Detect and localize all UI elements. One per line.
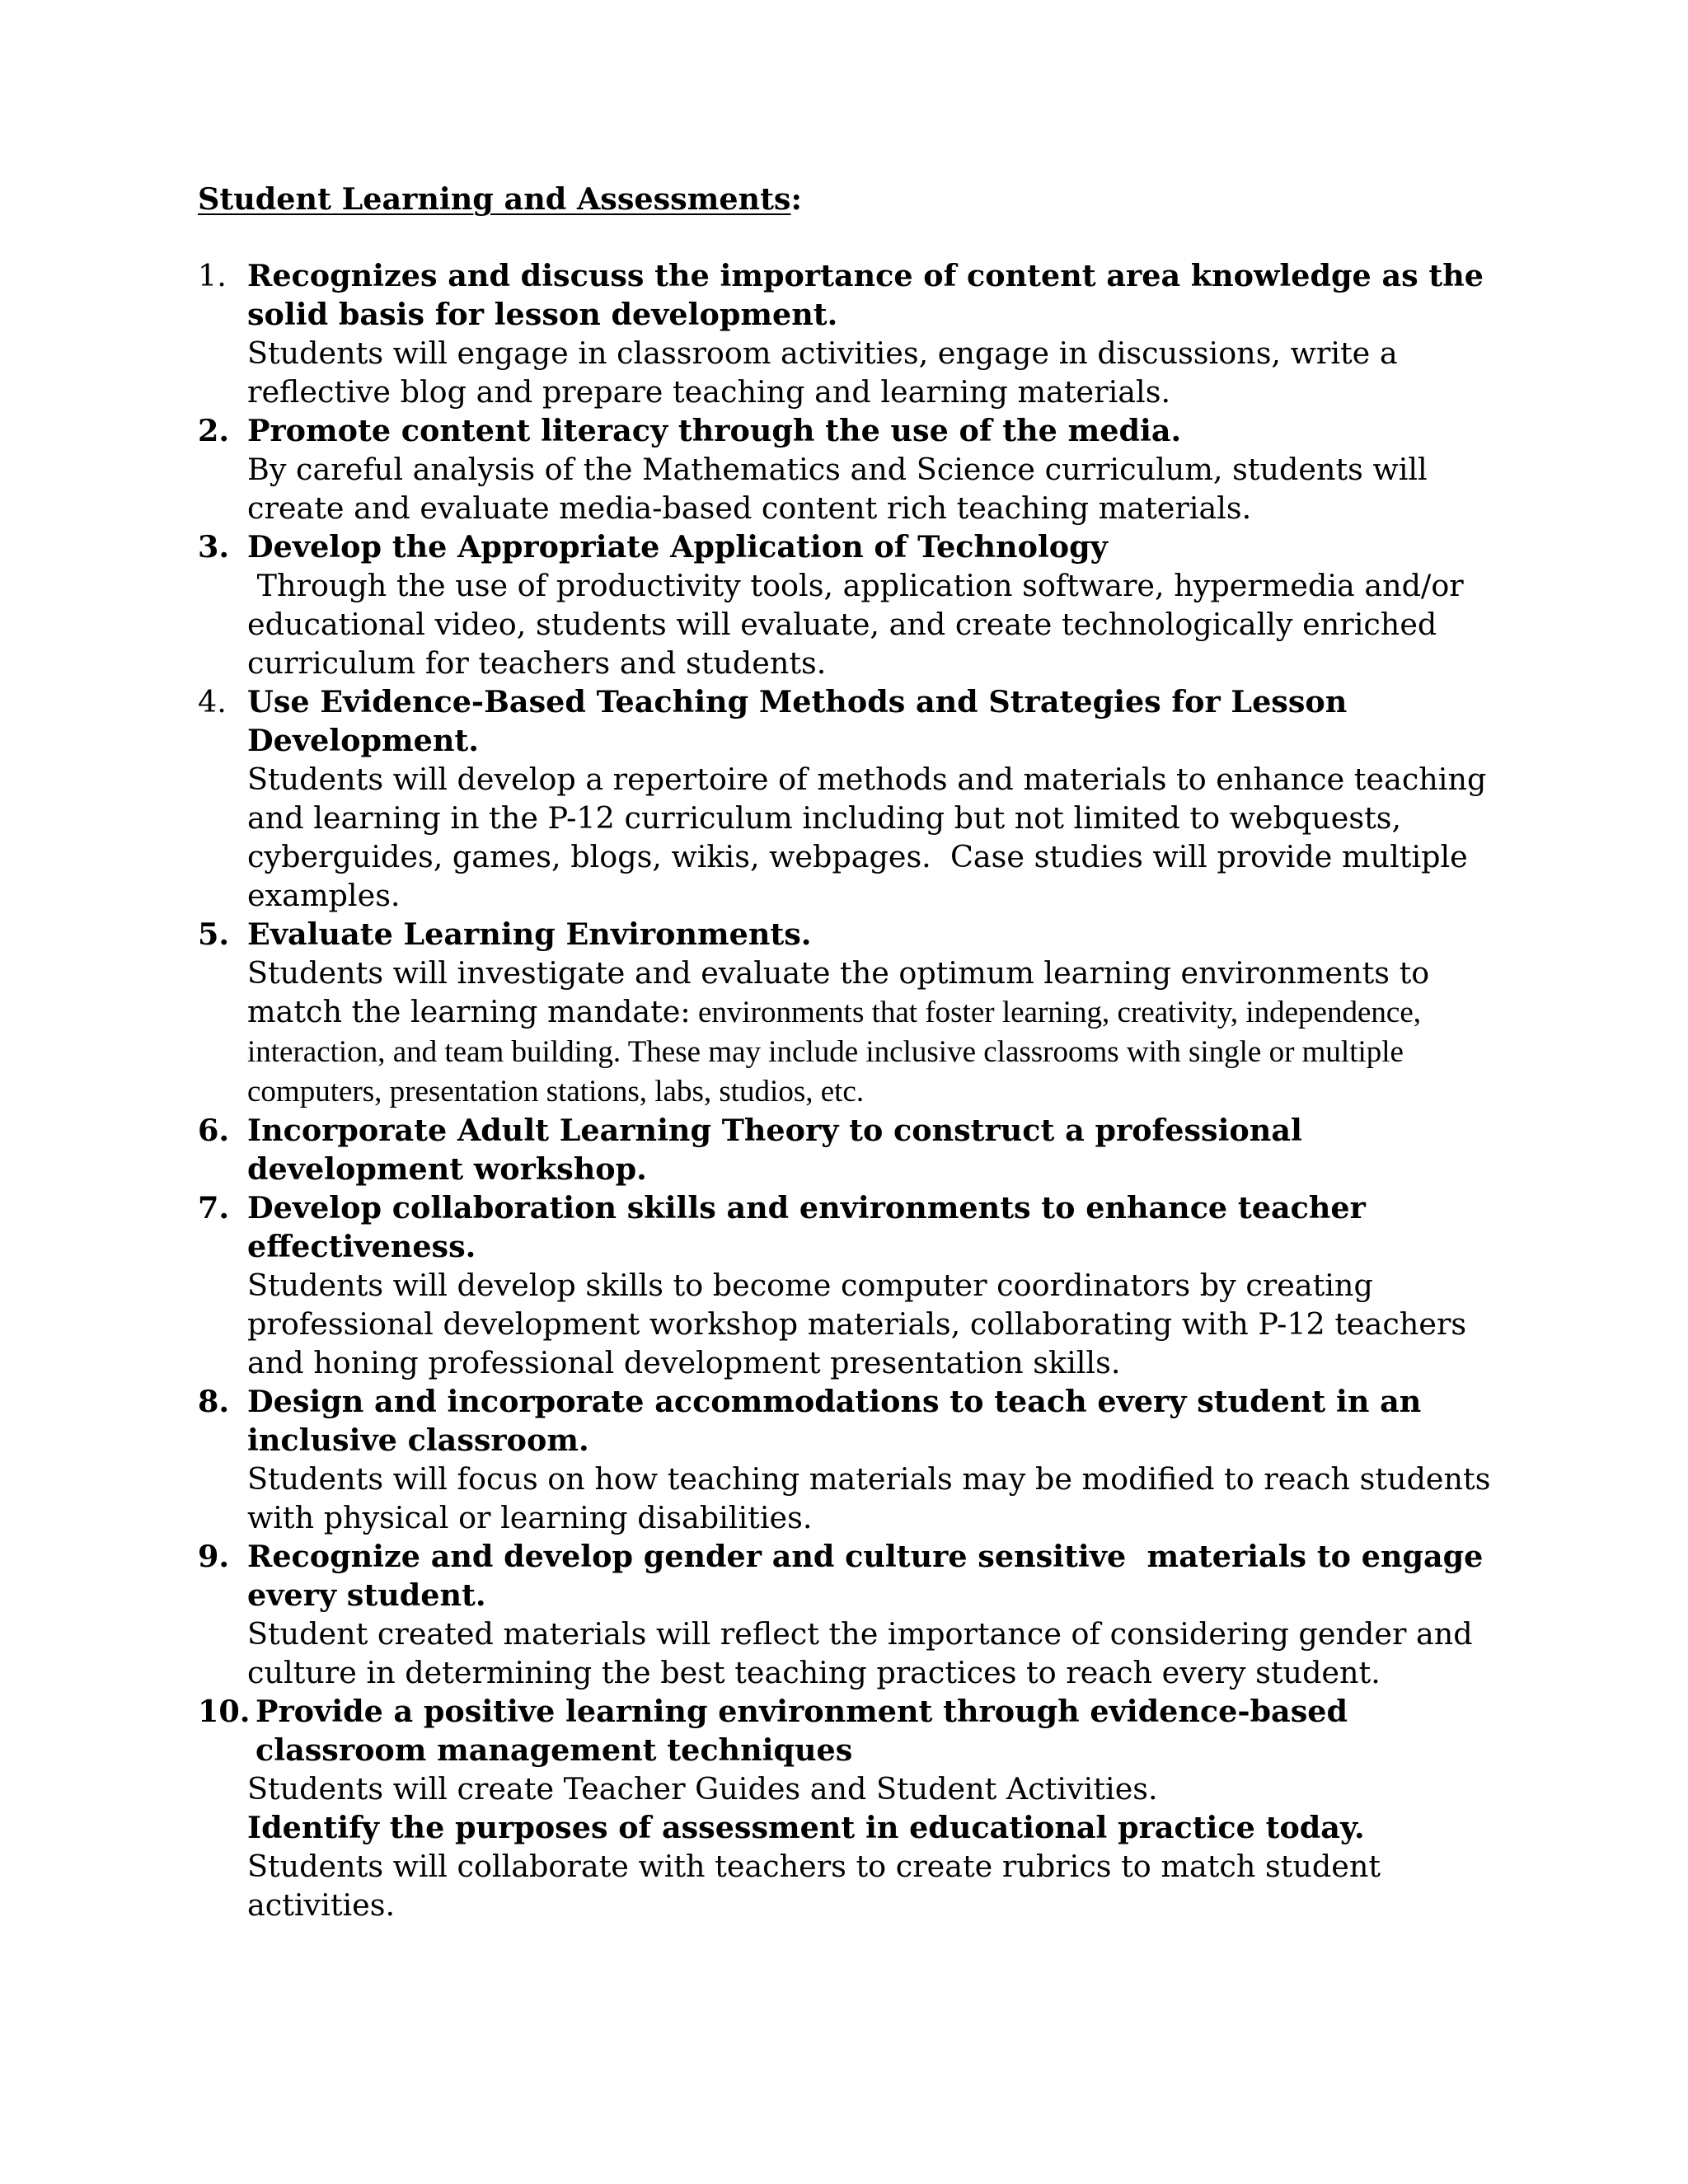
list-item [198,411,1500,527]
list-item [198,256,1500,411]
list-item [198,1692,1500,1924]
item-number: 6. [198,1113,230,1148]
list-item [198,915,1500,1111]
item-title: Develop collaboration skills and environments to enhance teacher effectiveness. [247,1190,1366,1264]
item-title: Provide a positive learning environment through evidence-based classroom management techniques [256,1694,1348,1768]
item-title: Recognizes and discuss the importance of content area knowledge as the solid basis for lesson development. [247,258,1484,332]
item-extra-description: Students will collaborate with teachers to create rubrics to match student activities. [247,1849,1381,1923]
item-title: Promote content literacy through the use of the media. [247,413,1182,448]
item-description [247,954,1500,1111]
section-heading [198,180,1500,218]
item-number: 8. [198,1384,230,1419]
item-number: 1. [198,258,227,293]
item-title: Incorporate Adult Learning Theory to construct a professional development workshop. [247,1113,1302,1187]
item-number: 7. [198,1190,230,1226]
item-number: 4. [198,684,227,719]
item-title: Develop the Appropriate Application of Technology [247,529,1108,565]
item-title: Recognize and develop gender and culture sensitive materials to engage every student. [247,1539,1494,1613]
item-description-continued: environments that foster learning, creativity, independence, interaction, and team building. These may include inclusive classrooms with single or multiple computers, presentation stations, labs, studios, etc. [247,996,1421,1108]
list-item [198,1382,1500,1537]
section-heading-title: Student Learning and Assessments [198,181,791,217]
item-description: Students will create Teacher Guides and Student Activities. [247,1771,1158,1807]
item-number: 10. [198,1694,251,1729]
item-description: Students will develop a repertoire of methods and materials to enhance teaching and learning in the P-12 curriculum including but not limited to webquests, cyberguides, games, blogs, wikis, webpages. Case studies will provide multiple examples. [247,762,1496,913]
item-title: Design and incorporate accommodations to teach every student in an inclusive classroom. [247,1384,1422,1458]
item-description: By careful analysis of the Mathematics and Science curriculum, students will create and evaluate media-based content rich teaching materials. [247,452,1428,526]
item-extra-title: Identify the purposes of assessment in educational practice today. [247,1810,1365,1845]
item-description-main: Students will investigate and evaluate the optimum learning environments to match the learning mandate: [247,955,1430,1029]
item-continuation [247,1769,1500,1924]
item-number: 2. [198,413,230,448]
item-description: Students will focus on how teaching materials may be modified to reach students with physical or learning disabilities. [247,1461,1491,1535]
document-content [198,180,1500,1924]
list-item [198,527,1500,682]
list-item [198,1111,1500,1188]
item-description: Through the use of productivity tools, application software, hypermedia and/or educational video, students will evaluate, and create technologically enriched curriculum for teachers and students. [247,568,1474,681]
item-number: 3. [198,529,230,565]
item-description: Students will engage in classroom activities, engage in discussions, write a reflective blog and prepare teaching and learning materials. [247,335,1398,410]
item-title: Evaluate Learning Environments. [247,916,812,952]
item-number: 5. [198,916,230,952]
list-item [198,1537,1500,1692]
outcomes-list [198,256,1500,1924]
item-title: Use Evidence-Based Teaching Methods and Strategies for Lesson Development. [247,684,1348,758]
list-item [198,682,1500,915]
item-description: Students will develop skills to become computer coordinators by creating professional development workshop materials, collaborating with P-12 teachers and honing professional development presentation skills. [247,1268,1467,1380]
item-number: 9. [198,1539,230,1574]
item-description: Student created materials will reflect the importance of considering gender and culture in determining the best teaching practices to reach every student. [247,1616,1473,1690]
section-heading-colon: : [790,181,802,217]
list-item [198,1188,1500,1382]
